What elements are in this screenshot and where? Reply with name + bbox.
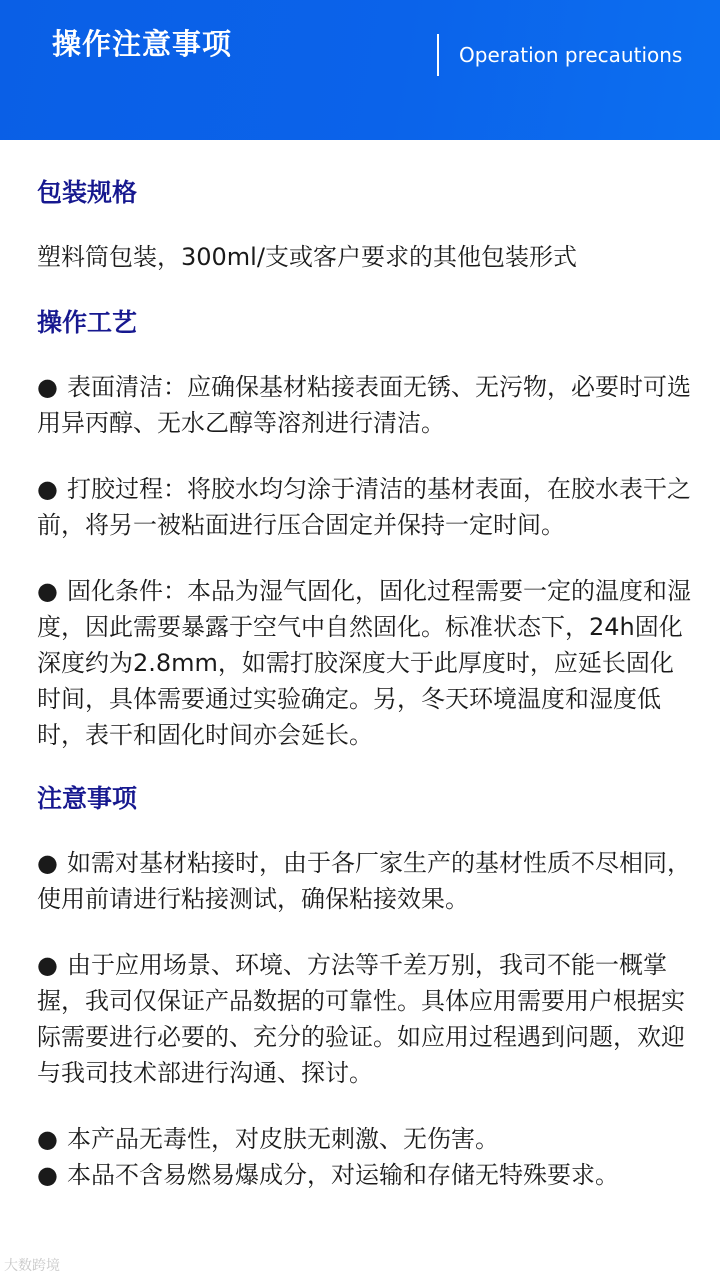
header-divider [437, 34, 439, 76]
page-subtitle: Operation precautions [459, 43, 683, 67]
process-item [37, 573, 697, 753]
bullet-icon: ● [37, 577, 58, 605]
packaging-text: 塑料筒包装，300ml/支或客户要求的其他包装形式 [37, 243, 577, 271]
notes-item-text: 由于应用场景、环境、方法等千差万别，我司不能一概掌握，我司仅保证产品数据的可靠性。具体应用需要用户根据实际需要进行必要的、充分的验证。如应用过程遇到问题，欢迎与我司技术部进行沟通、探讨。 [37, 951, 685, 1087]
process-item-text: 打胶过程：将胶水均匀涂于清洁的基材表面，在胶水表干之前，将另一被粘面进行压合固定并保持一定时间。 [37, 475, 691, 539]
section-title-process: 操作工艺 [37, 308, 138, 337]
process-item [37, 471, 697, 543]
section-title-packaging: 包装规格 [37, 178, 138, 207]
notes-item-text: 如需对基材粘接时，由于各厂家生产的基材性质不尽相同，使用前请进行粘接测试，确保粘接效果。 [37, 849, 691, 913]
page-title: 操作注意事项 [52, 27, 233, 61]
bullet-icon: ● [37, 373, 58, 401]
notes-item [37, 1121, 697, 1157]
watermark: 大数跨境 [4, 1258, 60, 1274]
main-content [37, 175, 697, 1193]
notes-item [37, 845, 697, 917]
section-title-notes: 注意事项 [37, 784, 138, 813]
bullet-icon: ● [37, 849, 58, 877]
header-banner [0, 0, 720, 140]
process-item [37, 369, 697, 441]
notes-item-text: 本产品无毒性，对皮肤无刺激、无伤害。 [67, 1125, 499, 1153]
bullet-icon: ● [37, 475, 58, 503]
notes-item [37, 1157, 697, 1193]
notes-item [37, 947, 697, 1091]
process-item-text: 表面清洁：应确保基材粘接表面无锈、无污物，必要时可选用异丙醇、无水乙醇等溶剂进行清洁。 [37, 373, 691, 437]
bullet-icon: ● [37, 951, 58, 979]
bullet-icon: ● [37, 1125, 58, 1153]
notes-item-text: 本品不含易燃易爆成分，对运输和存储无特殊要求。 [67, 1161, 619, 1189]
process-item-text: 固化条件：本品为湿气固化，固化过程需要一定的温度和湿度，因此需要暴露于空气中自然固化。标准状态下，24h固化深度约为2.8mm，如需打胶深度大于此厚度时，应延长固化时间，具体需要通过实验确定。另，冬天环境温度和湿度低时，表干和固化时间亦会延长。 [37, 577, 691, 749]
bullet-icon: ● [37, 1161, 58, 1189]
